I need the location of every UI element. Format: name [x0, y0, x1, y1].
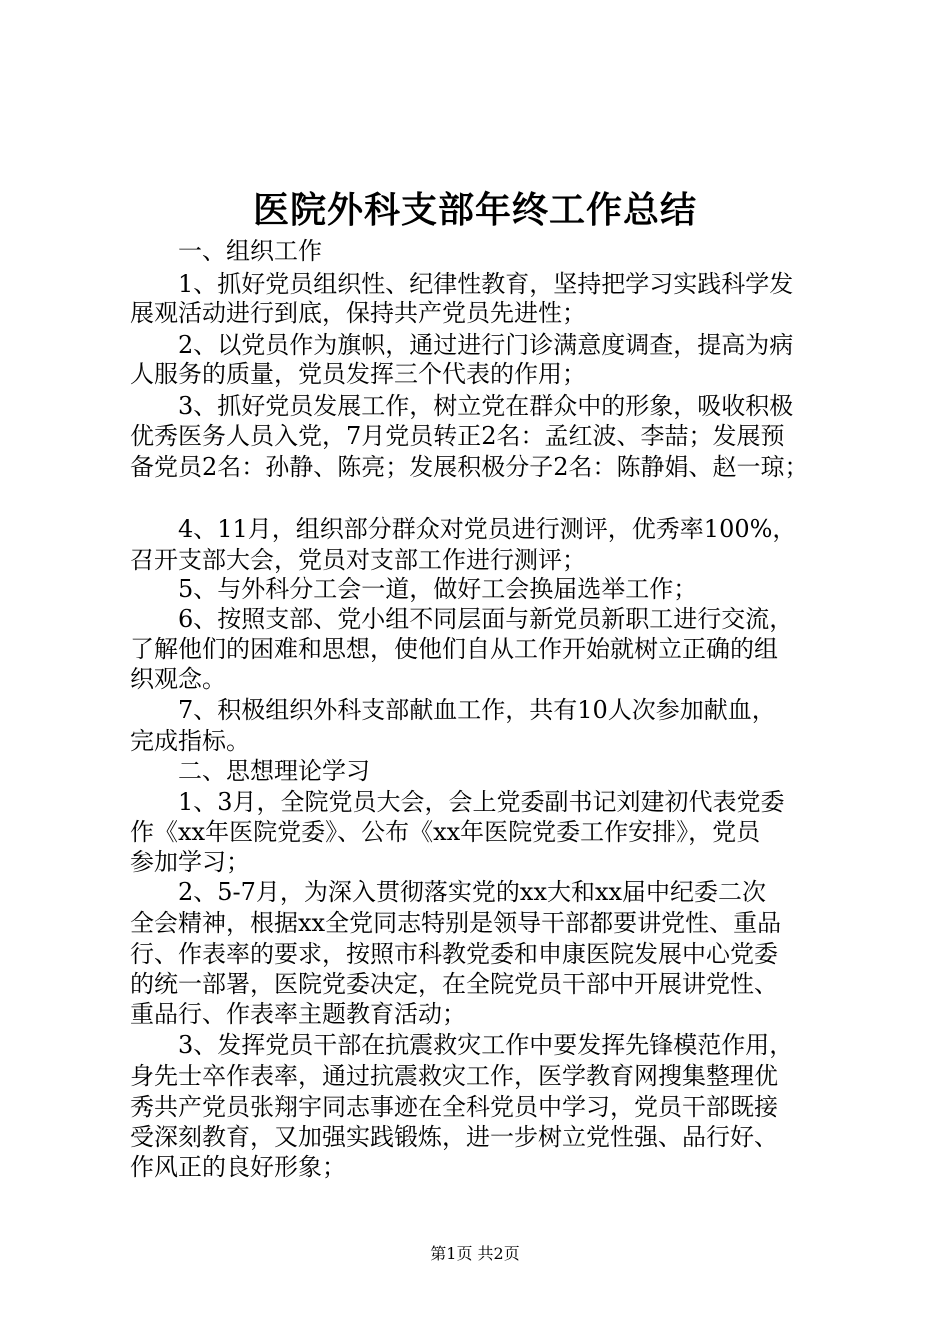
paragraph-line: 3、发挥党员干部在抗震救灾工作中要发挥先锋模范作用， — [178, 1031, 794, 1059]
paragraph-line: 作风正的良好形象； — [130, 1153, 346, 1181]
paragraph-line: 身先士卒作表率，通过抗震救灾工作，医学教育网搜集整理优 — [130, 1062, 778, 1090]
paragraph-line: 参加学习； — [130, 848, 250, 876]
paragraph-line: 3、抓好党员发展工作，树立党在群众中的形象，吸收积极 — [178, 392, 794, 420]
paragraph-line: 2、以党员作为旗帜，通过进行门诊满意度调查，提高为病 — [178, 331, 794, 359]
paragraph-line: 秀共产党员张翔宇同志事迹在全科党员中学习，党员干部既接 — [130, 1093, 778, 1121]
paragraph-line: 4、11月，组织部分群众对党员进行测评，优秀率100%， — [178, 515, 797, 543]
paragraph-line: 展观活动进行到底，保持共产党员先进性； — [130, 299, 586, 327]
paragraph-line: 完成指标。 — [130, 727, 250, 755]
paragraph-line: 1、3月，全院党员大会，会上党委副书记刘建初代表党委 — [178, 788, 785, 816]
page-number: 第1页 共2页 — [430, 1244, 520, 1263]
paragraph-line: 重品行、作表率主题教育活动； — [130, 1000, 466, 1028]
paragraph-line: 备党员2名：孙静、陈亮；发展积极分子2名：陈静娟、赵一琼； — [130, 453, 809, 481]
paragraph-line: 7、积极组织外科支部献血工作，共有10人次参加献血， — [178, 696, 776, 724]
paragraph-line: 6、按照支部、党小组不同层面与新党员新职工进行交流， — [178, 605, 794, 633]
paragraph-line: 受深刻教育，又加强实践锻炼，进一步树立党性强、品行好、 — [130, 1123, 778, 1151]
document-title: 医院外科支部年终工作总结 — [252, 189, 697, 231]
paragraph-line: 人服务的质量，党员发挥三个代表的作用； — [130, 360, 586, 388]
section-heading: 二、思想理论学习 — [178, 757, 370, 785]
paragraph-line: 召开支部大会，党员对支部工作进行测评； — [130, 546, 586, 574]
paragraph-line: 优秀医务人员入党，7月党员转正2名：孟红波、李喆；发展预 — [130, 422, 785, 450]
paragraph-line: 5、与外科分工会一道，做好工会换届选举工作； — [178, 575, 698, 603]
paragraph-line: 织观念。 — [130, 665, 226, 693]
paragraph-line: 全会精神，根据xx全党同志特别是领导干部都要讲党性、重品 — [130, 909, 782, 937]
section-heading: 一、组织工作 — [178, 237, 322, 265]
paragraph-line: 1、抓好党员组织性、纪律性教育，坚持把学习实践科学发 — [178, 270, 794, 298]
paragraph-line: 作《xx年医院党委》、公布《xx年医院党委工作安排》，党员 — [130, 818, 761, 846]
paragraph-line: 行、作表率的要求，按照市科教党委和申康医院发展中心党委 — [130, 940, 778, 968]
paragraph-line: 的统一部署，医院党委决定，在全院党员干部中开展讲党性、 — [130, 970, 778, 998]
paragraph-line: 了解他们的困难和思想，使他们自从工作开始就树立正确的组 — [130, 635, 778, 663]
paragraph-line: 2、5-7月，为深入贯彻落实党的xx大和xx届中纪委二次 — [178, 878, 767, 906]
